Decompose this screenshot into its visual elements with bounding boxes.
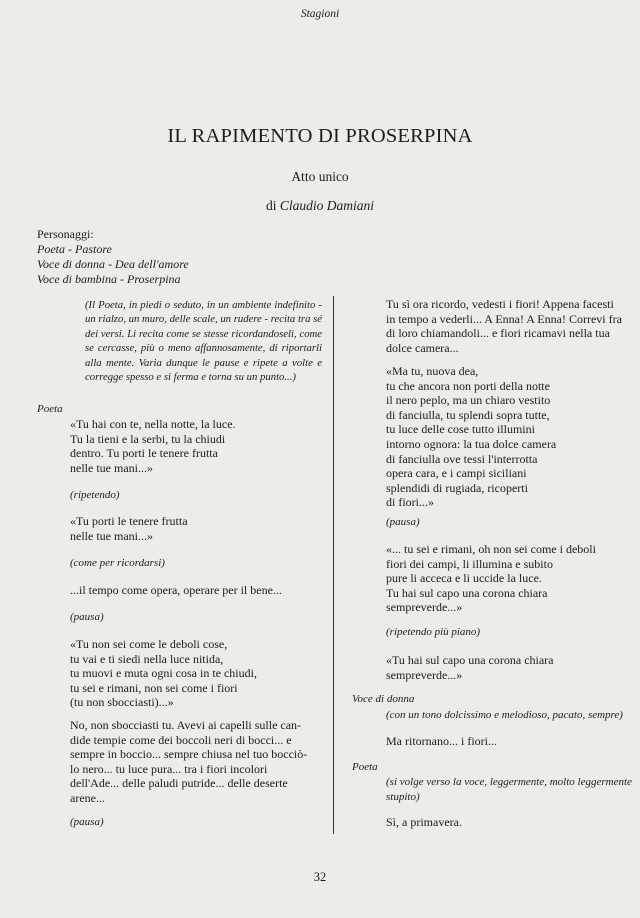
verse-line: tu muovi e muta ogni cosa in te chiudi, — [70, 666, 257, 681]
direction-line: stupito) — [386, 790, 420, 803]
speaker-label: Poeta — [352, 761, 378, 773]
verse-line: di fanciulla ove tessi l'interrotta — [386, 451, 538, 466]
stage-direction: (ripetendo più piano) — [386, 626, 481, 638]
characters-list — [37, 227, 337, 287]
verse-line: il nero peplo, ma un chiaro vestito — [386, 393, 551, 408]
stage-direction — [386, 775, 632, 804]
verse-line: opera cara, e i campi siciliani — [386, 466, 527, 481]
verse-line: di fanciulla, tu splendi sopra tutte, — [386, 407, 550, 422]
prose-line: dell'Ade... delle paludi putride... delle deserte — [70, 776, 288, 791]
prose-line: sempre in boccio... sempre chiusa nel tuo bocciò- — [70, 747, 308, 762]
verse-line: nelle tue mani...» — [70, 528, 153, 543]
author-line — [0, 198, 640, 214]
play-title: IL RAPIMENTO DI PROSERPINA — [167, 125, 473, 147]
prose-line: Tu sì ora ricordo, vedesti i fiori! Appena facesti — [386, 297, 614, 311]
speaker-label: Voce di donna — [352, 693, 415, 705]
running-header: Stagioni — [300, 8, 340, 20]
prose-line: dide tempie come dei boccoli neri di bocci... e — [70, 732, 292, 747]
verse-line: «Tu hai con te, nella notte, la luce. — [70, 417, 236, 431]
verse-line: ...il tempo come opera, operare per il bene... — [70, 583, 282, 597]
verse-block — [70, 417, 236, 475]
prose-line: di loro chiamandoli... e fiori ricamavi nella tua — [386, 326, 610, 341]
author-prefix: di — [265, 198, 277, 213]
verse-line: tu vai e ti siedi nella luce nitida, — [70, 651, 224, 666]
character-item: Voce di donna - Dea dell'amore — [37, 257, 189, 271]
verse-line: Ma ritornano... i fiori... — [386, 734, 497, 748]
author-name: Claudio Damiani — [279, 198, 375, 213]
verse-line: sempreverde...» — [386, 600, 463, 615]
verse-line: fiori dei campi, li illumina e subito — [386, 556, 553, 571]
character-item: Voce di bambina - Proserpina — [37, 272, 181, 286]
prose-line: in tempo a vederli... A Enna! A Enna! Correvi fra — [386, 311, 622, 326]
verse-block — [386, 542, 596, 615]
verse-block — [70, 637, 257, 710]
verse-line: pure li acceca e li uccide la luce. — [386, 571, 542, 586]
character-item: Poeta - Pastore — [37, 242, 112, 256]
verse-line: sempreverde...» — [386, 667, 463, 682]
verse-block — [386, 653, 554, 682]
stage-direction: (con un tono dolcissimo e melodioso, pacato, sempre) — [386, 709, 623, 721]
stage-direction: (pausa) — [70, 611, 104, 623]
stage-direction-intro: (Il Poeta, in piedi o seduto, in un ambiente indefinito - un rialzo, un muro, delle scale, un rudere - recita tra sé dei versi. Li recita come se stesse ricordandoseli, come se cercasse, più o meno affannosamente, di riportarli alla mente. Varia dunque le pause e ripete a volte e corregge spesso e si ferma e torna su un punto...) — [85, 299, 322, 384]
prose-line: arene... — [70, 790, 105, 805]
stage-direction: (come per ricordarsi) — [70, 557, 165, 569]
verse-block — [70, 514, 188, 543]
prose-block — [386, 297, 622, 355]
verse-line: «Tu hai sul capo una corona chiara — [386, 653, 554, 667]
verse-line: tu che ancora non porti della notte — [386, 378, 550, 393]
verse-line: Sì, a primavera. — [386, 815, 462, 829]
column-divider — [333, 296, 334, 834]
prose-block — [70, 718, 307, 806]
page-number: 32 — [313, 870, 327, 884]
verse-line: tu luce delle cose tutto illumini — [386, 422, 535, 437]
verse-line: intorno ognora: la tua dolce camera — [386, 436, 557, 451]
speaker-label: Poeta — [37, 403, 63, 415]
verse-line: «Ma tu, nuova dea, — [386, 364, 479, 378]
play-subtitle: Atto unico — [291, 169, 349, 184]
verse-line: «... tu sei e rimani, oh non sei come i deboli — [386, 542, 596, 556]
verse-line: splendidi di rugiada, ricoperti — [386, 480, 528, 495]
prose-line: No, non sbocciasti tu. Avevi ai capelli sulle can- — [70, 718, 302, 732]
verse-line: (tu non sbocciasti)...» — [70, 695, 174, 710]
verse-line: nelle tue mani...» — [70, 460, 153, 475]
stage-direction: (ripetendo) — [70, 489, 120, 501]
direction-line: (si volge verso la voce, leggermente, molto leggermente — [386, 776, 632, 788]
characters-label: Personaggi: — [37, 227, 94, 241]
verse-line: di fiori...» — [386, 495, 434, 510]
prose-line: lo nero... tu luce pura... tra i fiori incolori — [70, 761, 268, 776]
verse-line: «Tu non sei come le deboli cose, — [70, 637, 228, 651]
prose-line: dolce camera... — [386, 340, 459, 355]
verse-line: «Tu porti le tenere frutta — [70, 514, 188, 528]
verse-line: Tu la tieni e la serbi, tu la chiudi — [70, 431, 226, 446]
stage-direction: (pausa) — [70, 816, 104, 828]
stage-direction: (pausa) — [386, 516, 420, 528]
verse-line: Tu hai sul capo una corona chiara — [386, 585, 548, 600]
verse-line: dentro. Tu porti le tenere frutta — [70, 446, 218, 461]
verse-block — [386, 364, 556, 510]
verse-line: tu sei e rimani, non sei come i fiori — [70, 680, 238, 695]
